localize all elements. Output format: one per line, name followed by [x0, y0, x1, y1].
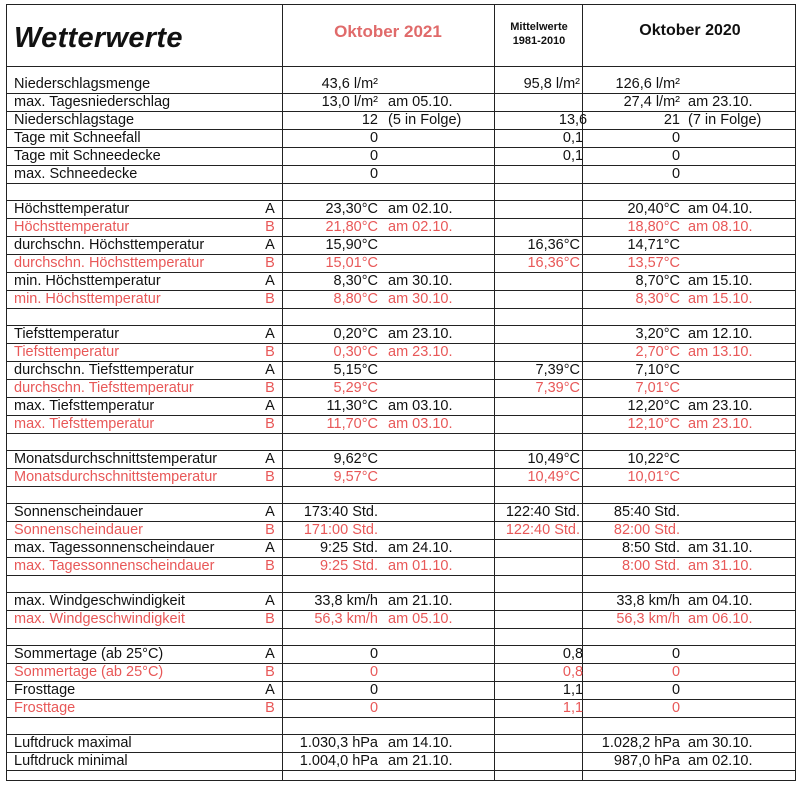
table-row: [6, 75, 796, 93]
row-divider: [6, 325, 796, 326]
value-2021: 23,30°C: [325, 201, 378, 217]
value-2021: 0,30°C: [333, 344, 378, 360]
date-2021: am 23.10.: [388, 326, 453, 342]
value-2020: 85:40 Std.: [613, 504, 680, 520]
value-mittelwert: 122:40 Std.: [505, 522, 580, 538]
row-label: Tage mit Schneefall: [14, 130, 141, 146]
date-2021: am 24.10.: [388, 540, 453, 556]
value-2020: 1.028,2 hPa: [601, 735, 680, 751]
value-mittelwert: 0,8: [562, 646, 584, 662]
row-ab-marker: A: [265, 201, 275, 217]
row-label: Frosttage: [14, 682, 76, 698]
value-2020: 56,3 km/h: [616, 611, 680, 627]
row-label: Sonnenscheindauer: [14, 504, 143, 520]
row-ab-marker: A: [265, 326, 275, 342]
row-divider: [6, 218, 796, 219]
row-divider: [6, 183, 796, 184]
row-divider: [6, 272, 796, 273]
row-divider: [6, 165, 796, 166]
value-2020: 12,10°C: [627, 416, 680, 432]
row-divider: [6, 397, 796, 398]
row-ab-marker: B: [265, 380, 275, 396]
value-2021: 8,30°C: [333, 273, 378, 289]
value-2021: 12: [361, 112, 378, 128]
row-label: Tiefsttemperatur: [14, 344, 120, 360]
value-2020: 7,10°C: [635, 362, 680, 378]
row-divider: [6, 592, 796, 593]
date-2020: am 15.10.: [688, 273, 753, 289]
value-2021: 8,80°C: [333, 291, 378, 307]
row-divider: [6, 468, 796, 469]
date-2020: (7 in Folge): [688, 112, 762, 128]
row-divider: [6, 557, 796, 558]
value-2020: 3,20°C: [635, 326, 680, 342]
table-row: [6, 699, 796, 717]
date-2021: am 30.10.: [388, 273, 453, 289]
row-ab-marker: A: [265, 237, 275, 253]
row-divider: [6, 752, 796, 753]
row-label: max. Windgeschwindigkeit: [14, 593, 185, 609]
row-divider: [6, 770, 796, 771]
date-2021: (5 in Folge): [388, 112, 462, 128]
table-row: [6, 200, 796, 218]
date-2020: am 15.10.: [688, 291, 753, 307]
value-2020: 0: [671, 664, 681, 680]
value-mittelwert: 1,1: [562, 700, 584, 716]
row-label: Höchsttemperatur: [14, 201, 130, 217]
row-ab-marker: B: [265, 219, 275, 235]
value-2021: 0: [369, 130, 379, 146]
value-2021: 15,01°C: [325, 255, 378, 271]
row-divider: [6, 645, 796, 646]
date-2020: am 06.10.: [688, 611, 753, 627]
value-2020: 13,57°C: [627, 255, 680, 271]
table-row: [6, 592, 796, 610]
value-2020: 10,01°C: [627, 469, 680, 485]
table-row: [6, 272, 796, 290]
value-2021: 11,70°C: [326, 416, 378, 432]
row-label: Tiefsttemperatur: [14, 326, 120, 342]
value-2020: 33,8 km/h: [616, 593, 680, 609]
table-row: [6, 610, 796, 628]
date-2020: am 12.10.: [688, 326, 753, 342]
date-2021: am 03.10.: [388, 398, 453, 414]
row-label: max. Tiefsttemperatur: [14, 398, 155, 414]
value-2021: 0: [369, 148, 379, 164]
row-divider: [6, 433, 796, 434]
value-2021: 21,80°C: [325, 219, 378, 235]
date-2020: am 08.10.: [688, 219, 753, 235]
value-2020: 21: [663, 112, 680, 128]
row-label: Monatsdurchschnittstemperatur: [14, 469, 218, 485]
row-divider: [6, 254, 796, 255]
header-divider: [6, 66, 796, 67]
table-row: [6, 325, 796, 343]
row-divider: [6, 290, 796, 291]
table-row: [6, 397, 796, 415]
table-row: [6, 218, 796, 236]
value-mittelwert: 0,8: [562, 664, 584, 680]
row-label: Sonnenscheindauer: [14, 522, 143, 538]
date-2021: am 30.10.: [388, 291, 453, 307]
value-2021: 0,20°C: [333, 326, 378, 342]
date-2021: am 02.10.: [388, 219, 453, 235]
date-2020: am 23.10.: [688, 416, 753, 432]
row-label: max. Tagessonnenscheindauer: [14, 540, 215, 556]
row-divider: [6, 308, 796, 309]
value-2021: 33,8 km/h: [314, 593, 378, 609]
value-2020: 0: [671, 700, 681, 716]
row-divider: [6, 521, 796, 522]
value-2021: 56,3 km/h: [314, 611, 378, 627]
value-2021: 5,15°C: [333, 362, 378, 378]
value-2021: 9:25 Std.: [319, 540, 378, 556]
row-divider: [6, 200, 796, 201]
value-2021: 5,29°C: [333, 380, 378, 396]
value-2020: 0: [671, 148, 681, 164]
date-2021: am 05.10.: [388, 611, 453, 627]
date-2020: am 31.10.: [688, 558, 753, 574]
value-2020: 8:50 Std.: [621, 540, 680, 556]
row-divider: [6, 628, 796, 629]
row-ab-marker: B: [265, 558, 275, 574]
row-label: Tage mit Schneedecke: [14, 148, 161, 164]
row-ab-marker: A: [265, 593, 275, 609]
value-2021: 0: [369, 700, 379, 716]
row-ab-marker: A: [265, 504, 275, 520]
date-2021: am 21.10.: [388, 753, 453, 769]
table-row: [6, 752, 796, 770]
value-2020: 0: [671, 682, 681, 698]
row-label: max. Tagessonnenscheindauer: [14, 558, 215, 574]
value-2021: 9,62°C: [333, 451, 378, 467]
table-row: [6, 468, 796, 486]
table-row: [6, 539, 796, 557]
row-divider: [6, 681, 796, 682]
value-2021: 9,57°C: [333, 469, 378, 485]
row-ab-marker: B: [265, 255, 275, 271]
table-row: [6, 129, 796, 147]
row-divider: [6, 379, 796, 380]
row-divider: [6, 343, 796, 344]
row-label: Höchsttemperatur: [14, 219, 130, 235]
column-header-mittelwerte-line1: Mittelwerte: [510, 21, 568, 33]
date-2021: am 01.10.: [388, 558, 453, 574]
table-row: [6, 361, 796, 379]
date-2020: am 13.10.: [688, 344, 753, 360]
column-header-mittelwerte: [496, 20, 582, 48]
value-2020: 82:00 Std.: [613, 522, 680, 538]
row-divider: [6, 361, 796, 362]
value-2020: 0: [671, 646, 681, 662]
table-row: [6, 290, 796, 308]
date-2020: am 04.10.: [688, 201, 753, 217]
date-2020: am 23.10.: [688, 94, 753, 110]
row-divider: [6, 486, 796, 487]
row-divider: [6, 93, 796, 94]
date-2020: am 23.10.: [688, 398, 753, 414]
value-mittelwert: 13,6: [558, 112, 588, 128]
value-2020: 0: [671, 166, 681, 182]
table-row: [6, 165, 796, 183]
value-2020: 2,70°C: [635, 344, 680, 360]
row-label: max. Windgeschwindigkeit: [14, 611, 185, 627]
value-mittelwert: 7,39°C: [535, 380, 580, 396]
date-2020: am 04.10.: [688, 593, 753, 609]
row-label: Niederschlagstage: [14, 112, 135, 128]
row-divider: [6, 111, 796, 112]
value-mittelwert: 122:40 Std.: [505, 504, 580, 520]
row-divider: [6, 663, 796, 664]
row-ab-marker: A: [265, 540, 275, 556]
row-ab-marker: B: [265, 522, 275, 538]
table-row: [6, 521, 796, 539]
row-ab-marker: A: [265, 362, 275, 378]
date-2020: am 02.10.: [688, 753, 753, 769]
table-row: [6, 663, 796, 681]
row-ab-marker: B: [265, 700, 275, 716]
value-2020: 8,70°C: [635, 273, 680, 289]
value-2021: 0: [369, 664, 379, 680]
row-ab-marker: A: [265, 451, 275, 467]
value-2021: 15,90°C: [325, 237, 378, 253]
table-row: [6, 450, 796, 468]
column-header-mittelwerte-line2: 1981-2010: [512, 35, 566, 47]
date-2021: am 21.10.: [388, 593, 453, 609]
row-divider: [6, 129, 796, 130]
table-row: [6, 681, 796, 699]
value-2021: 171:00 Std.: [303, 522, 378, 538]
table-row: [6, 734, 796, 752]
table-row: [6, 93, 796, 111]
row-divider: [6, 415, 796, 416]
date-2021: am 14.10.: [388, 735, 453, 751]
value-mittelwert: 0,1: [562, 148, 584, 164]
value-2020: 8,30°C: [635, 291, 680, 307]
value-mittelwert: 0,1: [562, 130, 584, 146]
row-divider: [6, 717, 796, 718]
value-2020: 14,71°C: [627, 237, 680, 253]
value-mittelwert: 95,8 l/m²: [523, 76, 580, 92]
row-ab-marker: A: [265, 398, 275, 414]
row-ab-marker: A: [265, 646, 275, 662]
value-2021: 0: [369, 682, 379, 698]
table-row: [6, 415, 796, 433]
column-header-2020: Oktober 2020: [639, 22, 741, 39]
value-2020: 12,20°C: [627, 398, 680, 414]
row-label: max. Tiefsttemperatur: [14, 416, 155, 432]
row-label: Frosttage: [14, 700, 76, 716]
value-mittelwert: 16,36°C: [527, 237, 580, 253]
value-2020: 10,22°C: [627, 451, 680, 467]
value-2021: 0: [369, 166, 379, 182]
table-row: [6, 379, 796, 397]
value-mittelwert: 7,39°C: [535, 362, 580, 378]
row-label: Sommertage (ab 25°C): [14, 646, 164, 662]
value-2020: 27,4 l/m²: [623, 94, 680, 110]
row-ab-marker: A: [265, 682, 275, 698]
row-label: max. Schneedecke: [14, 166, 138, 182]
table-row: [6, 147, 796, 165]
row-ab-marker: B: [265, 344, 275, 360]
row-ab-marker: B: [265, 469, 275, 485]
row-label: durchschn. Höchsttemperatur: [14, 255, 205, 271]
value-2020: 20,40°C: [627, 201, 680, 217]
row-label: Luftdruck maximal: [14, 735, 132, 751]
row-divider: [6, 539, 796, 540]
row-ab-marker: A: [265, 273, 275, 289]
row-divider: [6, 734, 796, 735]
value-2020: 126,6 l/m²: [615, 76, 680, 92]
table-row: [6, 557, 796, 575]
row-label: min. Höchsttemperatur: [14, 291, 161, 307]
date-2021: am 05.10.: [388, 94, 453, 110]
row-label: durchschn. Tiefsttemperatur: [14, 380, 194, 396]
row-label: Luftdruck minimal: [14, 753, 128, 769]
row-ab-marker: B: [265, 611, 275, 627]
date-2020: am 31.10.: [688, 540, 753, 556]
date-2021: am 02.10.: [388, 201, 453, 217]
row-label: min. Höchsttemperatur: [14, 273, 161, 289]
value-mittelwert: 10,49°C: [527, 451, 580, 467]
value-2020: 8:00 Std.: [621, 558, 680, 574]
row-divider: [6, 236, 796, 237]
row-divider: [6, 699, 796, 700]
row-label: Sommertage (ab 25°C): [14, 664, 164, 680]
row-divider: [6, 450, 796, 451]
page-title: Wetterwerte: [14, 22, 183, 54]
row-divider: [6, 503, 796, 504]
table-row: [6, 645, 796, 663]
row-divider: [6, 610, 796, 611]
row-label: durchschn. Tiefsttemperatur: [14, 362, 194, 378]
row-ab-marker: B: [265, 416, 275, 432]
table-row: [6, 254, 796, 272]
row-divider: [6, 575, 796, 576]
row-label: max. Tagesniederschlag: [14, 94, 171, 110]
value-2021: 0: [369, 646, 379, 662]
value-2020: 7,01°C: [635, 380, 680, 396]
value-2020: 18,80°C: [627, 219, 680, 235]
row-label: durchschn. Höchsttemperatur: [14, 237, 205, 253]
column-header-2021: Oktober 2021: [334, 22, 442, 41]
value-2021: 9:25 Std.: [319, 558, 378, 574]
date-2021: am 03.10.: [388, 416, 453, 432]
value-mittelwert: 10,49°C: [527, 469, 580, 485]
table-row: [6, 343, 796, 361]
table-row: [6, 503, 796, 521]
row-divider: [6, 147, 796, 148]
value-mittelwert: 1,1: [562, 682, 584, 698]
value-2021: 43,6 l/m²: [321, 76, 378, 92]
value-2021: 13,0 l/m²: [321, 94, 378, 110]
row-label: Niederschlagsmenge: [14, 76, 151, 92]
row-label: Monatsdurchschnittstemperatur: [14, 451, 218, 467]
value-2021: 1.030,3 hPa: [299, 735, 378, 751]
row-ab-marker: B: [265, 664, 275, 680]
table-row: [6, 236, 796, 254]
value-2021: 11,30°C: [326, 398, 378, 414]
value-2021: 1.004,0 hPa: [299, 753, 378, 769]
value-2020: 987,0 hPa: [613, 753, 680, 769]
date-2021: am 23.10.: [388, 344, 453, 360]
value-2021: 173:40 Std.: [303, 504, 378, 520]
table-row: [6, 111, 796, 129]
value-2020: 0: [671, 130, 681, 146]
date-2020: am 30.10.: [688, 735, 753, 751]
row-ab-marker: B: [265, 291, 275, 307]
value-mittelwert: 16,36°C: [527, 255, 580, 271]
